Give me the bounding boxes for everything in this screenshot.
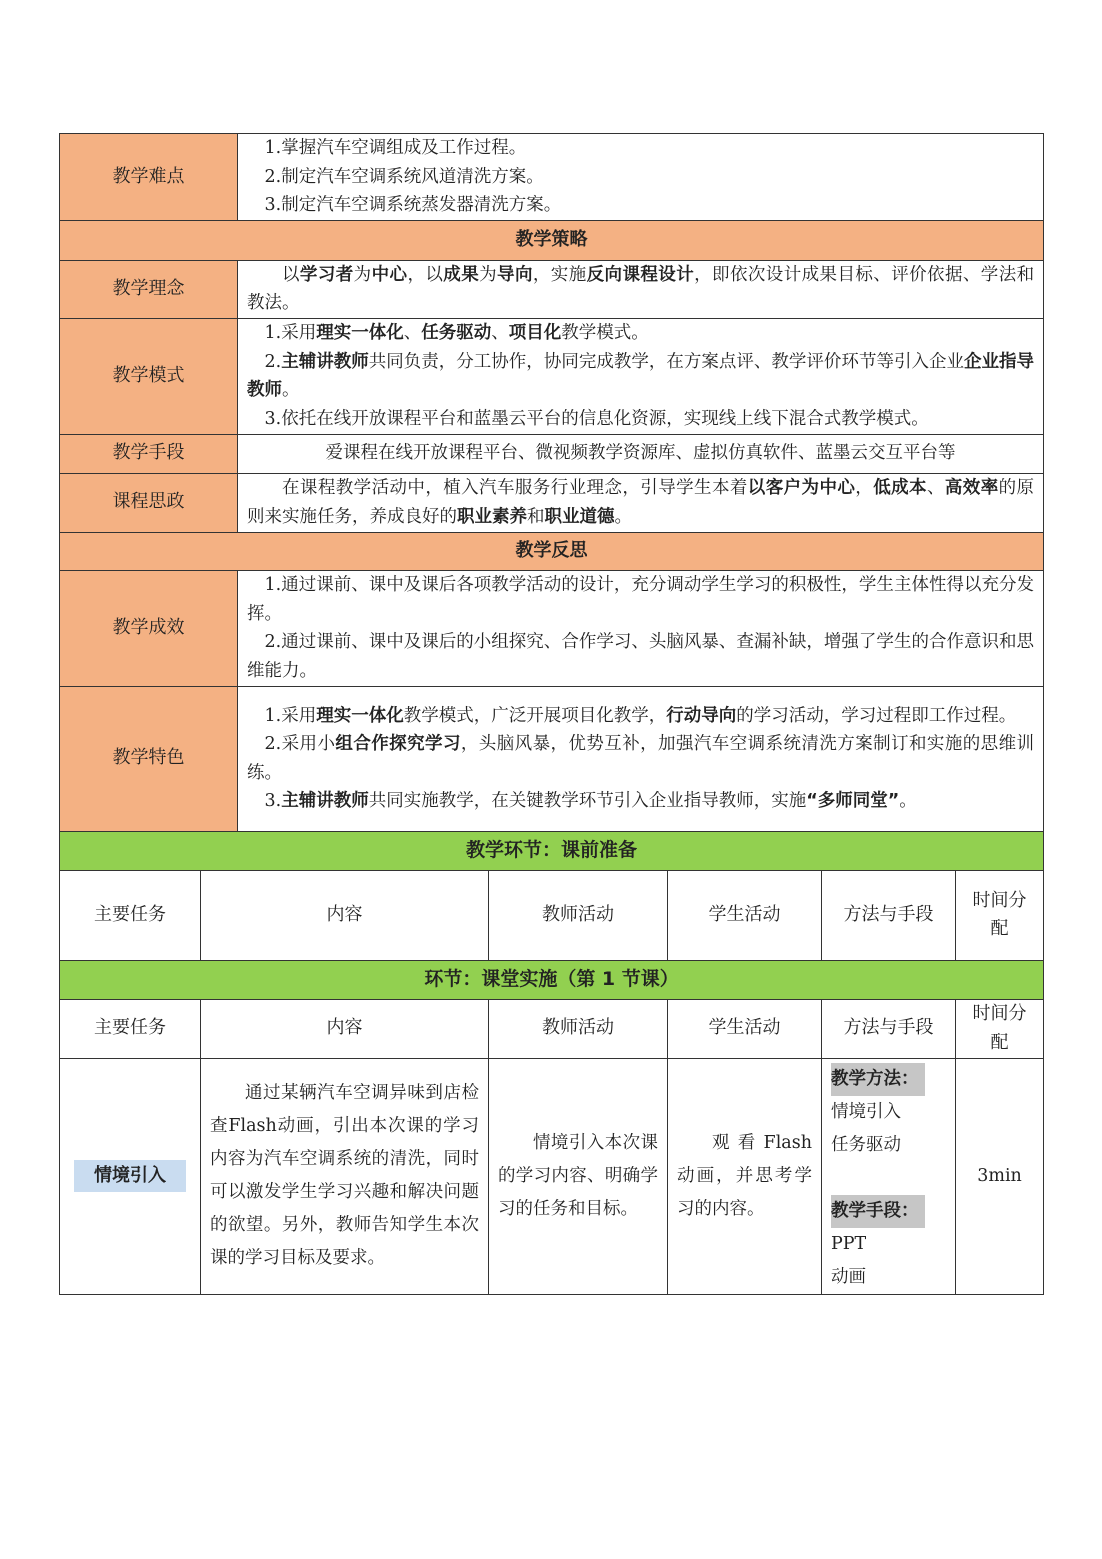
reflection-header-row (60, 532, 1044, 570)
col-header-student: 学生活动 (668, 999, 822, 1058)
means-row (60, 434, 1044, 473)
feature-row (60, 686, 1044, 831)
difficulty-row (60, 134, 1044, 221)
col-header-content: 内容 (201, 870, 489, 960)
effect-content: 1.通过课前、课中及课后各项教学活动的设计，充分调动学生学习的积极性，学生主体性得以充分发挥。 2.通过课前、课中及课后的小组探究、合作学习、头脑风暴、查漏补缺，增强了学生的合作意识和思维能力。 (238, 570, 1044, 686)
method-title: 教学方法： (831, 1063, 925, 1096)
difficulty-item: 2.制定汽车空调系统风道清洗方案。 (264, 166, 544, 187)
strategy-table (59, 133, 1044, 832)
mode-content: 1.采用理实一体化、任务驱动、项目化教学模式。 2.主辅讲教师共同负责，分工协作，协同完成教学，在方案点评、教学评价环节等引入企业企业指导教师。 3.依托在线开放课程平台和蓝墨云平台的信息化资源，实现线上线下混合式教学模式。 (238, 318, 1044, 434)
means-item: PPT (831, 1233, 867, 1254)
col-header-teacher: 教师活动 (489, 999, 668, 1058)
method-item: 任务驱动 (831, 1134, 901, 1155)
mode-row (60, 318, 1044, 434)
philosophy-row (60, 260, 1044, 318)
feature-content: 1.采用理实一体化教学模式，广泛开展项目化教学，行动导向的学习活动，学习过程即工作过程。 2.采用小组合作探究学习，头脑风暴，优势互补，加强汽车空调系统清洗方案制订和实施的思维训练。 3.主辅讲教师共同实施教学，在关键教学环节引入企业指导教师，实施“多师同堂”。 (238, 686, 1044, 831)
effect-label: 教学成效 (60, 570, 238, 686)
pre-class-title: 教学环节：课前准备 (60, 831, 1044, 870)
difficulty-content (238, 134, 1044, 221)
col-header-teacher: 教师活动 (489, 870, 668, 960)
strategy-header-row (60, 220, 1044, 260)
col-header-student: 学生活动 (668, 870, 822, 960)
col-header-method: 方法与手段 (822, 870, 956, 960)
method-cell (822, 1058, 956, 1294)
pre-class-title-row (60, 831, 1044, 870)
time-cell: 3min (956, 1058, 1044, 1294)
philosophy-content: 以学习者为中心，以成果为导向，实施反向课程设计，即依次设计成果目标、评价依据、学法和教法。 (238, 260, 1044, 318)
student-activity-cell: 观看Flash动画，并思考学习的内容。 (668, 1058, 822, 1294)
task-cell (60, 1058, 201, 1294)
means-label: 教学手段 (60, 434, 238, 473)
philosophy-label: 教学理念 (60, 260, 238, 318)
col-header-time: 时间分配 (956, 999, 1044, 1058)
reflection-title: 教学反思 (60, 532, 1044, 570)
difficulty-label: 教学难点 (60, 134, 238, 221)
difficulty-item: 1.掌握汽车空调组成及工作过程。 (264, 138, 527, 158)
col-header-content: 内容 (201, 999, 489, 1058)
ideology-row (60, 473, 1044, 532)
means-content: 爱课程在线开放课程平台、微视频教学资源库、虚拟仿真软件、蓝墨云交互平台等 (238, 434, 1044, 473)
class1-title: 环节：课堂实施（第 1 节课） (60, 960, 1044, 999)
class1-header-row (60, 999, 1044, 1058)
means-title: 教学手段： (831, 1195, 925, 1228)
col-header-task: 主要任务 (60, 870, 201, 960)
effect-row (60, 570, 1044, 686)
strategy-title: 教学策略 (60, 220, 1044, 260)
class1-title-row (60, 960, 1044, 999)
feature-label: 教学特色 (60, 686, 238, 831)
difficulty-item: 3.制定汽车空调系统蒸发器清洗方案。 (264, 195, 562, 215)
col-header-time: 时间分配 (956, 870, 1044, 960)
activity-table (59, 831, 1044, 1295)
content-cell: 通过某辆汽车空调异味到店检查Flash动画，引出本次课的学习内容为汽车空调系统的清洗，同时可以激发学生学习兴趣和解决问题的欲望。另外，教师告知学生本次课的学习目标及要求。 (201, 1058, 489, 1294)
lesson-plan-page (59, 133, 1043, 1295)
method-item: 情境引入 (831, 1101, 901, 1122)
pre-class-header-row (60, 870, 1044, 960)
col-header-method: 方法与手段 (822, 999, 956, 1058)
col-header-task: 主要任务 (60, 999, 201, 1058)
class1-activity-row (60, 1058, 1044, 1294)
task-badge: 情境引入 (74, 1160, 186, 1193)
ideology-label: 课程思政 (60, 473, 238, 532)
mode-label: 教学模式 (60, 318, 238, 434)
means-item: 动画 (831, 1266, 866, 1287)
teacher-activity-cell: 情境引入本次课的学习内容、明确学习的任务和目标。 (489, 1058, 668, 1294)
ideology-content: 在课程教学活动中，植入汽车服务行业理念，引导学生本着以客户为中心，低成本、高效率的原则来实施任务，养成良好的职业素养和职业道德。 (238, 473, 1044, 532)
